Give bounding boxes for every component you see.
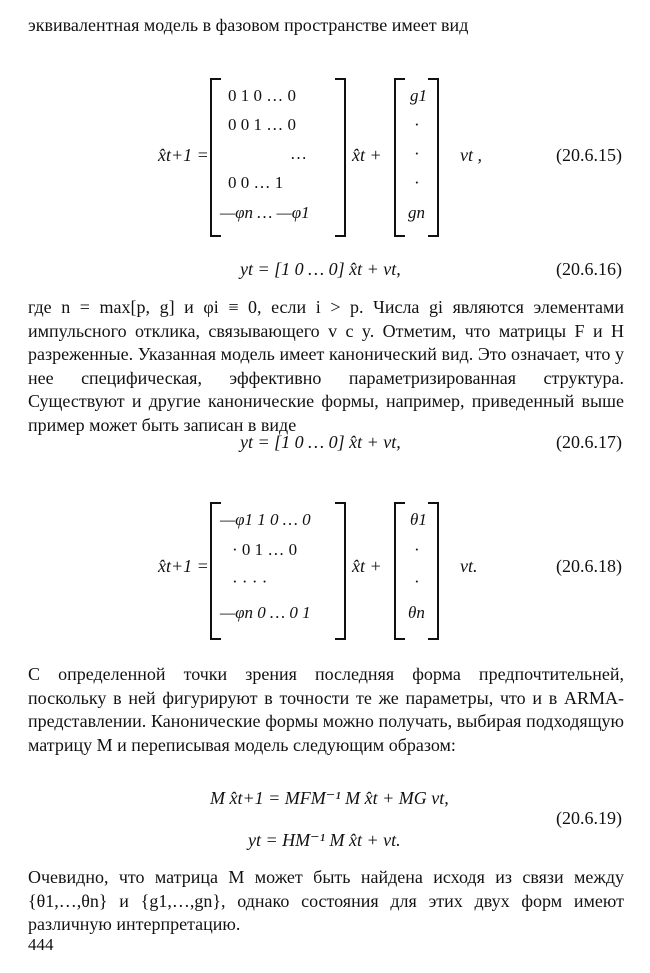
eq18-mid: x̂t + xyxy=(352,556,382,576)
eq15-vector-right-bracket xyxy=(428,78,439,237)
page-number: 444 xyxy=(28,935,54,954)
eq19-line-1: M x̂t+1 = MFM⁻¹ M x̂t + MG vt, xyxy=(210,788,449,808)
eq15-vector-entry: g1 xyxy=(410,86,427,105)
eq18-vector-entry: θ1 xyxy=(410,510,427,529)
paragraph-1: где n = max[p, g] и φi ≡ 0, если i > p. Числа gi являются элементами импульсного отклика, связывающего v с y. Отметим, что матрицы F и H разреженные. Указанная модель имеет канонический вид. Это означает, что у нее специфическая, эффективно параметризированная структура. Существуют и другие канонические формы, например, приведенный выше пример может быть записан в виде xyxy=(28,297,624,435)
eq18-matrix-right-bracket xyxy=(335,502,346,640)
eq16-text: yt = [1 0 … 0] x̂t + vt, xyxy=(240,259,401,279)
eq16-number: (20.6.16) xyxy=(556,259,622,279)
eq15-matrix-row: —φn … —φ1 xyxy=(220,203,310,222)
eq15-number: (20.6.15) xyxy=(556,145,622,165)
eq18-number: (20.6.18) xyxy=(556,556,622,576)
eq15-vector-entry: gn xyxy=(408,203,425,222)
eq15-matrix-right-bracket xyxy=(335,78,346,237)
eq17-text: yt = [1 0 … 0] x̂t + vt, xyxy=(240,432,401,452)
eq15-tail: vt , xyxy=(460,145,482,165)
eq15-vector-entry: · xyxy=(414,144,420,163)
eq18-vector-left-bracket xyxy=(394,502,405,640)
eq15-lhs: x̂t+1 = xyxy=(158,145,209,165)
eq15-matrix-row: … xyxy=(290,144,307,163)
eq18-matrix-row: —φ1 1 0 … 0 xyxy=(220,510,311,529)
eq18-matrix-row: · 0 1 … 0 xyxy=(232,540,298,559)
eq15-matrix-row: 0 0 … 1 xyxy=(228,173,284,192)
intro-text: эквивалентная модель в фазовом пространстве имеет вид xyxy=(28,15,469,35)
eq18-vector-entry: · xyxy=(414,540,420,559)
eq18-vector-right-bracket xyxy=(428,502,439,640)
eq19-line-2: yt = HM⁻¹ M x̂t + vt. xyxy=(248,830,401,850)
paragraph-2: С определенной точки зрения последняя форма предпочтительней, поскольку в ней фигурируют в точности те же параметры, что и в ARMA-представлении. Канонические формы можно получать, выбирая подходящую матрицу M и переписывая модель следующим образом: xyxy=(28,664,624,755)
eq18-tail: vt. xyxy=(460,556,478,576)
eq18-vector-entry: θn xyxy=(408,603,425,622)
eq18-lhs: x̂t+1 = xyxy=(158,556,209,576)
eq15-matrix-row: 0 1 0 … 0 xyxy=(228,86,296,105)
eq15-vector-left-bracket xyxy=(394,78,405,237)
eq19-number: (20.6.19) xyxy=(556,808,622,828)
eq18-matrix-row: · · · · xyxy=(232,572,268,591)
eq15-matrix-row: 0 0 1 … 0 xyxy=(228,115,296,134)
eq15-mid: x̂t + xyxy=(352,145,382,165)
eq18-matrix-row: —φn 0 … 0 1 xyxy=(220,603,311,622)
eq17-number: (20.6.17) xyxy=(556,432,622,452)
eq18-vector-entry: · xyxy=(414,572,420,591)
eq15-vector-entry: · xyxy=(414,115,420,134)
eq15-vector-entry: · xyxy=(414,173,420,192)
paragraph-3: Очевидно, что матрица M может быть найдена исходя из связи между {θ1,…,θn} и {g1,…,gn}, однако состояния для этих двух форм имеют различную интерпретацию. xyxy=(28,867,624,934)
